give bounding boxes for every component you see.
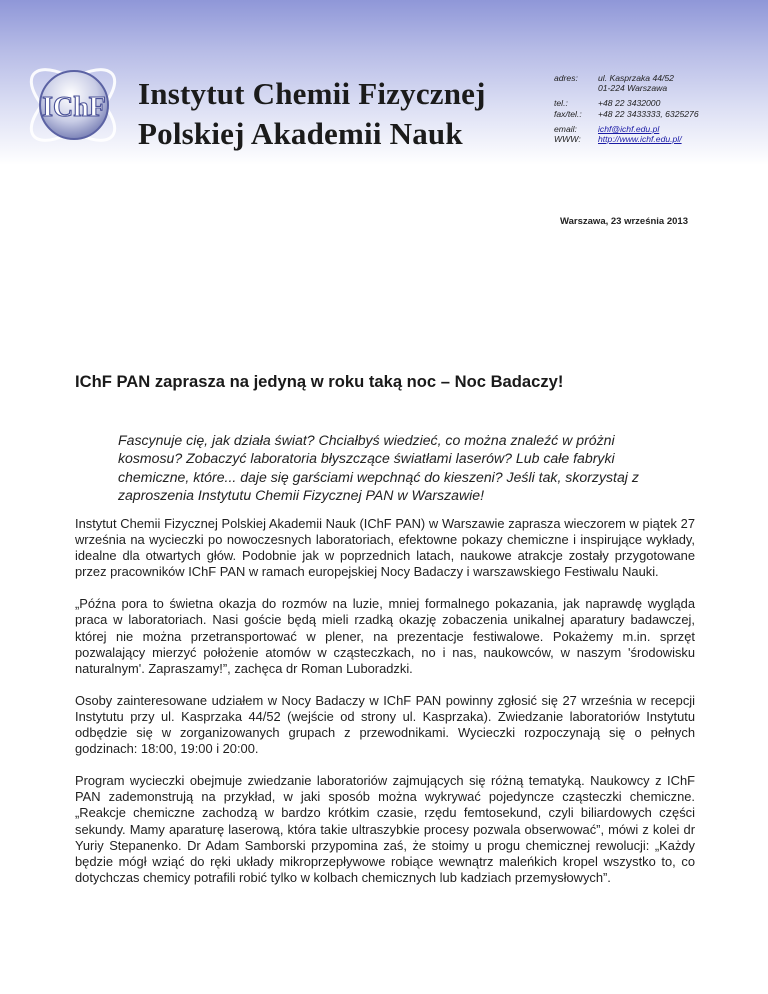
email-label: email:: [554, 123, 577, 134]
fax-value: +48 22 3433333, 6325276: [598, 108, 699, 119]
address-line2: 01-224 Warszawa: [598, 83, 668, 94]
logo-text: IChF: [42, 92, 106, 123]
headline: IChF PAN zaprasza na jedyną w roku taką noc – Noc Badaczy!: [75, 372, 564, 391]
body-paragraph-1: Instytut Chemii Fizycznej Polskiej Akademii Nauk (IChF PAN) w Warszawie zaprasza wieczorem w piątek 27 września na wycieczki po nowoczesnych laboratoriach, efektowne pokazy chemiczne i inspirujące wykłady, idealne dla otwartych głów. Podobnie jak w poprzednich latach, naukowe atrakcje zostały przygotowane przez pracowników IChF PAN w ramach europejskiej Nocy Badaczy i warszawskiego Festiwalu Nauki.: [75, 516, 695, 580]
fax-label: fax/tel.:: [554, 108, 582, 119]
institute-name: [138, 74, 486, 154]
ichf-logo: [18, 45, 133, 165]
document-date: Warszawa, 23 września 2013: [560, 216, 688, 227]
www-label: WWW:: [554, 134, 581, 145]
lead-paragraph: Fascynuje cię, jak działa świat? Chciałbyś wiedzieć, co można znaleźć w próżni kosmosu? Zobaczyć laboratoria błyszczące światłami laserów? Lub całe fabryki chemiczne, które... daje się garściami wepchnąć do kieszeni? Jeśli tak, skorzystaj z zaproszenia Instytutu Chemii Fizycznej PAN w Warszawie!: [118, 432, 639, 504]
tel-value: +48 22 3432000: [598, 98, 661, 109]
body-paragraph-4: Program wycieczki obejmuje zwiedzanie laboratoriów zajmujących się różną tematyką. Naukowcy z IChF PAN zademonstrują na przykład, w jaki sposób można wykrywać pojedyncze cząsteczki chemiczne. „Reakcje chemiczne zachodzą w bardzo krótkim czasie, rzędu femtosekund, czyli biliardowych części sekundy. Mamy aparaturę laserową, która takie ultraszybkie procesy pozwala obserwować”, mówi z kolei dr Yuriy Stepanenko. Dr Adam Samborski przypomina zaś, że stoimy u progu chemicznej rewolucji: „Każdy będzie mógł wziąć do ręki układy mikroprzepływowe robiące wewnątrz maleńkich kropel wszystko to, co dotychczas chemicy potrafili robić tylko w kolbach chemicznych lub kadziach przemysłowych”.: [75, 773, 695, 885]
contact-block: [554, 73, 748, 144]
tel-label: tel.:: [554, 98, 568, 109]
body-paragraph-2: „Późna pora to świetna okazja do rozmów na luzie, mniej formalnego pokazania, jak naprawdę wygląda praca w laboratoriach. Nasi goście będą mieli rzadką okazję zobaczenia unikalnej aparatury badawczej, której nie można przetransportować w plener, na prezentacje festiwalowe. Pokażemy m.in. sprzęt pozwalający mierzyć położenie atomów w cząsteczkach, no i nas, naukowców, w naszym 'środowisku naturalnym'. Zapraszamy!”, zachęca dr Roman Luboradzki.: [75, 596, 695, 676]
address-label: adres:: [554, 73, 578, 83]
institute-name-line2: Polskiej Akademii Nauk: [138, 116, 463, 151]
website-link[interactable]: http://www.ichf.edu.pl/: [598, 134, 682, 145]
body-paragraph-3: Osoby zainteresowane udziałem w Nocy Badaczy w IChF PAN powinny zgłosić się 27 września w recepcji Instytutu przy ul. Kasprzaka 44/52 (wejście od strony ul. Kasprzaka). Zwiedzanie laboratoriów Instytutu odbędzie się w zorganizowanych grupach z przewodnikami. Wycieczki rozpoczynają się o pełnych godzinach: 18:00, 19:00 i 20:00.: [75, 692, 695, 757]
institute-name-line1: Instytut Chemii Fizycznej: [138, 76, 486, 111]
body-text: [75, 516, 695, 902]
address-line1: ul. Kasprzaka 44/52: [598, 73, 674, 83]
email-link[interactable]: ichf@ichf.edu.pl: [598, 123, 660, 134]
